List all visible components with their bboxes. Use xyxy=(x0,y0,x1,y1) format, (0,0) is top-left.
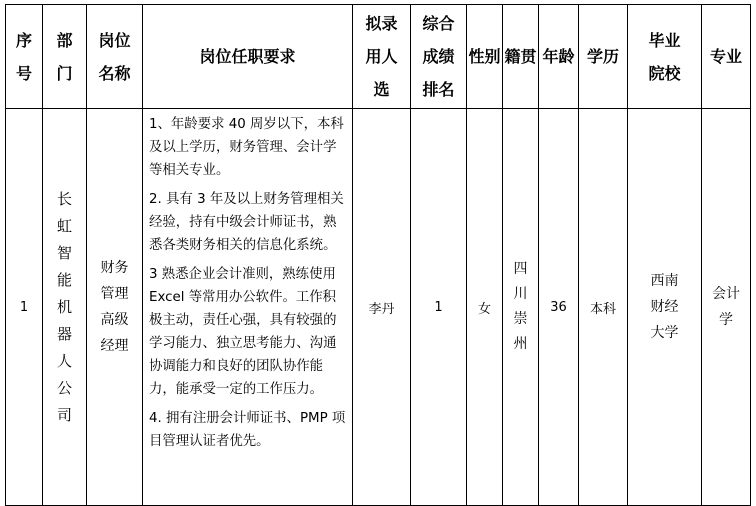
header-major: 专业 xyxy=(702,5,751,109)
header-dept: 部门 xyxy=(43,5,87,109)
header-requirements: 岗位任职要求 xyxy=(143,5,353,109)
header-age: 年龄 xyxy=(539,5,579,109)
cell-seq: 1 xyxy=(6,109,43,506)
cell-age: 36 xyxy=(539,109,579,506)
header-candidate: 拟录用人选 xyxy=(353,5,411,109)
header-education: 学历 xyxy=(579,5,628,109)
cell-position: 财务管理高级经理 xyxy=(87,109,143,506)
header-rank: 综合成绩排名 xyxy=(411,5,467,109)
header-school: 毕业院校 xyxy=(628,5,702,109)
cell-school: 西南财经大学 xyxy=(628,109,702,506)
cell-dept: 长虹智能机器人公司 xyxy=(43,109,87,506)
requirement-item: 1、年龄要求 40 周岁以下，本科及以上学历，财务管理、会计学等相关专业。 xyxy=(149,117,344,178)
header-position: 岗位名称 xyxy=(87,5,143,109)
cell-gender: 女 xyxy=(467,109,503,506)
table-row xyxy=(6,109,751,506)
cell-origin: 四川崇州 xyxy=(503,109,539,506)
requirement-item: 4. 拥有注册会计师证书、PMP 项目管理认证者优先。 xyxy=(149,411,346,449)
cell-requirements xyxy=(143,109,353,506)
header-origin: 籍贯 xyxy=(503,5,539,109)
requirement-item: 2. 具有 3 年及以上财务管理相关经验，持有中级会计师证书，熟悉各类财务相关的信息化系统。 xyxy=(149,192,344,253)
header-seq: 序号 xyxy=(6,5,43,109)
cell-candidate: 李丹 xyxy=(353,109,411,506)
recruitment-table xyxy=(5,4,751,506)
cell-rank: 1 xyxy=(411,109,467,506)
cell-major: 会计学 xyxy=(702,109,751,506)
requirement-item: 3 熟悉企业会计准则，熟练使用 Excel 等常用办公软件。工作积极主动，责任心强，具有较强的学习能力、独立思考能力、沟通协调能力和良好的团队协作能力，能承受一定的工作压力。 xyxy=(149,267,337,397)
header-row xyxy=(6,5,751,109)
cell-education: 本科 xyxy=(579,109,628,506)
header-gender: 性别 xyxy=(467,5,503,109)
